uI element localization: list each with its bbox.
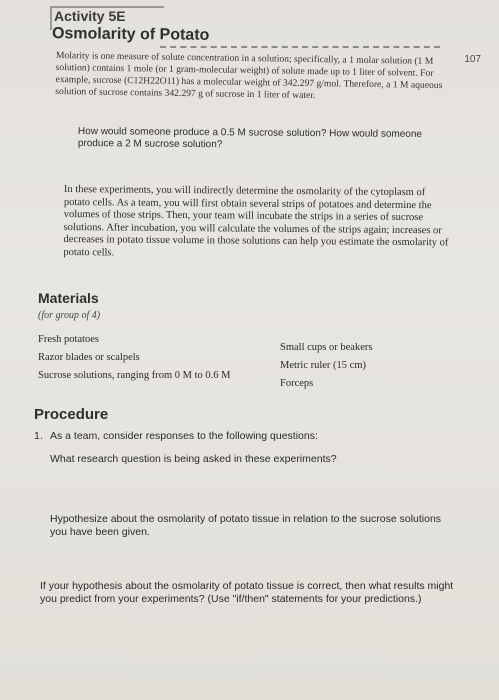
material-item: Forceps <box>280 378 314 389</box>
procedure-question: If your hypothesis about the osmolarity of potato tissue is correct, then what results might you predict from your experiments? (Use "if/then" statements for your predictions.) <box>40 580 454 605</box>
step-number: 1. <box>34 430 43 442</box>
materials-subheading: (for group of 4) <box>38 310 101 321</box>
experiment-paragraph: In these experiments, you will indirectly determine the osmolarity of the cytoplasm of potato cells. As a team, you will first obtain several strips of potatoes and determine the volumes of those strips. Then, your team will incubate the strips in a series of sucrose solutions. After incubation, you will calculate the volumes of the strips again; increases or decreases in potato tissue volume in those solutions can help you estimate the osmolarity of potato cells. <box>63 184 449 258</box>
page-number: 107 <box>464 54 481 65</box>
header-divider <box>160 46 440 48</box>
material-item: Small cups or beakers <box>280 342 373 353</box>
materials-heading: Materials <box>38 290 99 306</box>
procedure-question: Hypothesize about the osmolarity of potato tissue in relation to the sucrose solutions you have been given. <box>50 513 442 538</box>
activity-label: Activity 5E <box>54 8 126 24</box>
material-item: Fresh potatoes <box>38 334 99 345</box>
activity-title: Osmolarity of Potato <box>51 25 210 44</box>
step-text: As a team, consider responses to the following questions: <box>50 430 318 442</box>
procedure-heading: Procedure <box>34 406 109 423</box>
intro-paragraph: Molarity is one measure of solute concentration in a solution; specifically, a 1 molar solution (1 M solution) contains 1 mole (or 1 gram-molecular weight) of solute made up to 1 liter of solvent. For example, sucrose (C12H22O11) has a molecular weight of 342.297 g/mol. Therefore, a 1 M aqueous solution of sucrose contains 342.297 g of sucrose in 1 liter of water. <box>55 50 443 102</box>
sucrose-question: How would someone produce a 0.5 M sucrose solution? How would someone produce a 2 M sucrose solution? <box>77 126 423 151</box>
material-item: Sucrose solutions, ranging from 0 M to 0.6 M <box>38 370 231 381</box>
procedure-question: What research question is being asked in these experiments? <box>50 453 337 465</box>
material-item: Metric ruler (15 cm) <box>280 360 367 371</box>
material-item: Razor blades or scalpels <box>38 352 140 363</box>
